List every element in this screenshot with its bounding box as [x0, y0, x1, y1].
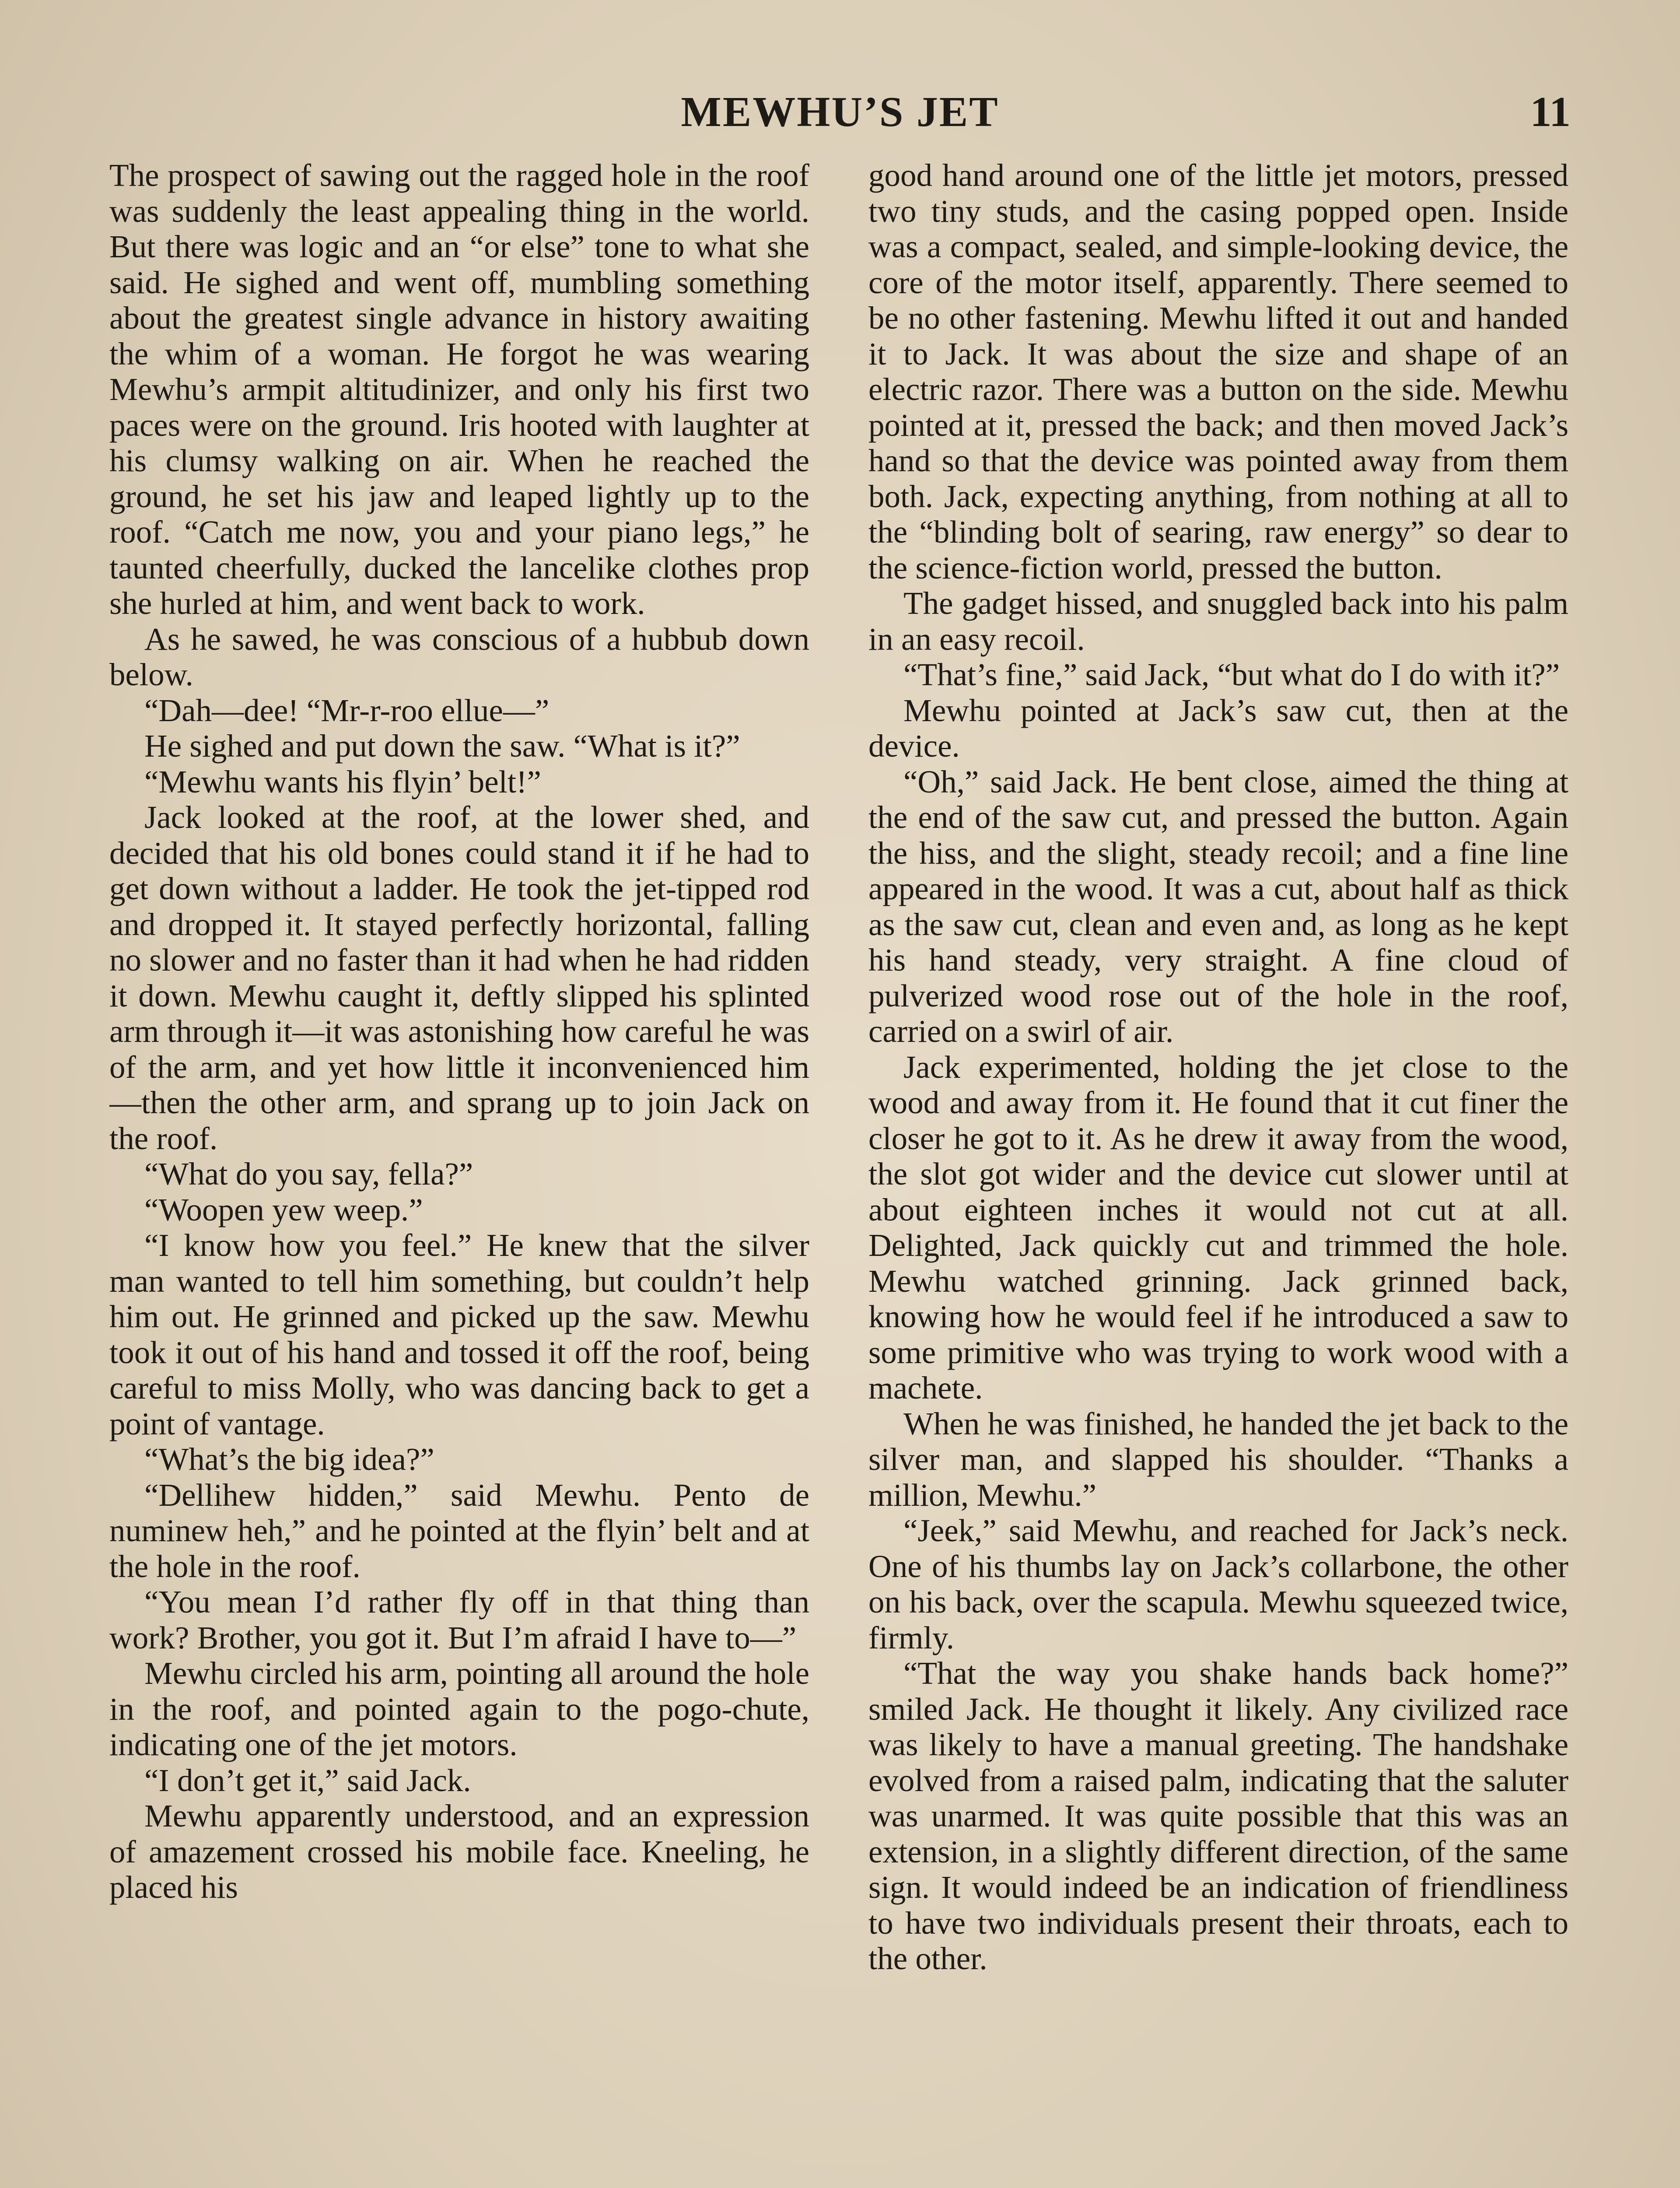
- paragraph: good hand around one of the little jet motors, pressed two tiny studs, and the casing popped open. Inside was a compact, sealed, and simple-looking device, the core of the motor itself, apparently. There seemed to be no other fastening. Mewhu lifted it out and handed it to Jack. It was about the size and shape of an electric razor. There was a button on the side. Mewhu pointed at it, pressed the back; and then moved Jack’s hand so that the device was pointed away from them both. Jack, expecting anything, from nothing at all to the “blinding bolt of searing, raw energy” so dear to the science-fiction world, pressed the button.: [868, 158, 1568, 586]
- paragraph: “Dah—dee! “Mr-r-roo ellue—”: [144, 692, 550, 728]
- paragraph: “That’s fine,” said Jack, “but what do I do with it?”: [903, 657, 1560, 692]
- paragraph: The prospect of sawing out the ragged hole in the roof was suddenly the least appealing thing in the world. But there was logic and an “or else” tone to what she said. He sighed and went off, mumbling something about the greatest single advance in history awaiting the whim of a woman. He forgot he was wearing Mewhu’s armpit altitudinizer, and only his first two paces were on the ground. Iris hooted with laughter at his clumsy walking on air. When he reached the ground, he set his jaw and leaped lightly up to the roof. “Catch me now, you and your piano legs,” he taunted cheerfully, ducked the lancelike clothes prop she hurled at him, and went back to work.: [109, 158, 809, 621]
- paragraph: Jack experimented, holding the jet close to the wood and away from it. He found that it cut finer the closer he got to it. As he drew it away from the wood, the slot got wider and the device cut slower until at about eighteen inches it would not cut at all. Delighted, Jack quickly cut and trimmed the hole. Mewhu watched grinning. Jack grinned back, knowing how he would feel if he introduced a saw to some primitive who was trying to work wood with a machete.: [868, 1049, 1568, 1406]
- paragraph: As he sawed, he was conscious of a hubbub down below.: [109, 621, 809, 692]
- paragraph: “Jeek,” said Mewhu, and reached for Jack’s neck. One of his thumbs lay on Jack’s collarbone, the other on his back, over the scapula. Mewhu squeezed twice, firmly.: [868, 1513, 1568, 1655]
- running-title: MEWHU’S JET: [681, 88, 999, 136]
- paragraph: “Oh,” said Jack. He bent close, aimed the thing at the end of the saw cut, and pressed the button. Again the hiss, and the slight, steady recoil; and a fine line appeared in the wood. It was a cut, about half as thick as the saw cut, clean and even and, as long as he kept his hand steady, very straight. A fine cloud of pulverized wood rose out of the hole in the roof, carried on a swirl of air.: [868, 764, 1568, 1049]
- paragraph: “What do you say, fella?”: [144, 1156, 473, 1192]
- paragraph: Mewhu pointed at Jack’s saw cut, then at the device.: [868, 692, 1568, 764]
- paragraph: “I know how you feel.” He knew that the silver man wanted to tell him something, but couldn’t help him out. He grinned and picked up the saw. Mewhu took it out of his hand and tossed it off the roof, being careful to miss Molly, who was dancing back to get a point of vantage.: [109, 1227, 809, 1441]
- paragraph: Mewhu circled his arm, pointing all around the hole in the roof, and pointed again to the pogo-chute, indicating one of the jet motors.: [109, 1655, 809, 1762]
- paragraph: Jack looked at the roof, at the lower shed, and decided that his old bones could stand it if he had to get down without a ladder. He took the jet-tipped rod and dropped it. It stayed perfectly horizontal, falling no slower and no faster than it had when he had ridden it down. Mewhu caught it, deftly slipped his splinted arm through it—it was astonishing how careful he was of the arm, and yet how little it inconvenienced him —then the other arm, and sprang up to join Jack on the roof.: [109, 799, 809, 1156]
- page-number: 11: [1530, 88, 1571, 136]
- paragraph: The gadget hissed, and snuggled back into his palm in an easy recoil.: [868, 586, 1568, 657]
- page-header: [109, 88, 1571, 144]
- left-column: [109, 158, 809, 2188]
- paragraph: He sighed and put down the saw. “What is it?”: [144, 728, 740, 764]
- paragraph: Mewhu apparently understood, and an expression of amazement crossed his mobile face. Kneeling, he placed his: [109, 1798, 809, 1905]
- paragraph: When he was finished, he handed the jet back to the silver man, and slapped his shoulder. “Thanks a million, Mewhu.”: [868, 1406, 1568, 1513]
- paragraph: “What’s the big idea?”: [144, 1441, 434, 1477]
- paragraph: “Mewhu wants his flyin’ belt!”: [144, 764, 541, 799]
- paragraph: “That the way you shake hands back home?” smiled Jack. He thought it likely. Any civilized race was likely to have a manual greeting. The handshake evolved from a raised palm, indicating that the saluter was unarmed. It was quite possible that this was an extension, in a slightly different direction, of the same sign. It would indeed be an indication of friendliness to have two individuals present their throats, each to the other.: [868, 1655, 1568, 1976]
- paragraph: “You mean I’d rather fly off in that thing than work? Brother, you got it. But I’m afraid I have to—”: [109, 1584, 809, 1655]
- right-column: [868, 158, 1568, 2188]
- paragraph: “Woopen yew weep.”: [144, 1192, 423, 1227]
- paragraph: “Dellihew hidden,” said Mewhu. Pento de numinew heh,” and he pointed at the flyin’ belt and at the hole in the roof.: [109, 1477, 809, 1584]
- paragraph: “I don’t get it,” said Jack.: [144, 1762, 471, 1798]
